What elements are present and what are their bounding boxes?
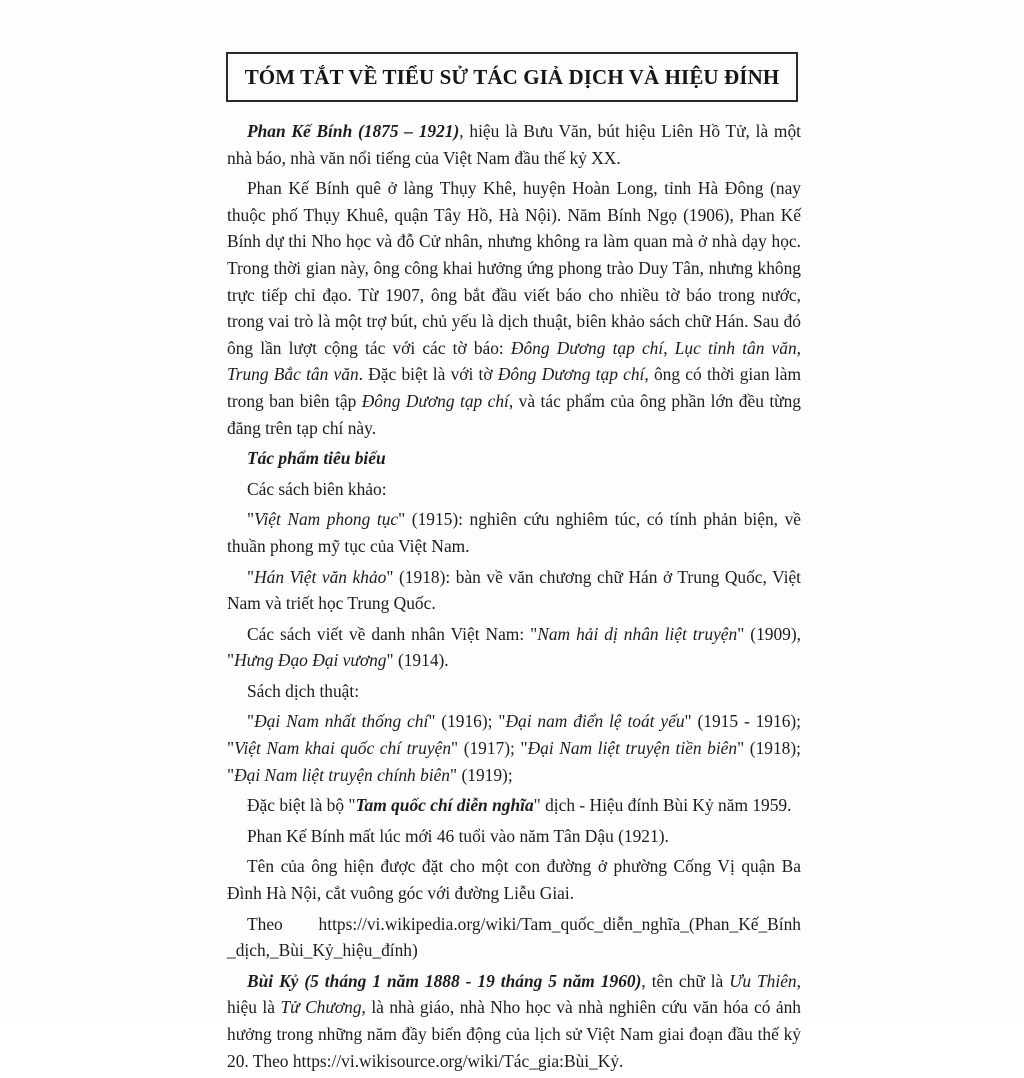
bold-heading: Bùi Kỷ (5 tháng 1 năm 1888 - 19 tháng 5 năm 1960) xyxy=(247,970,642,991)
paragraph xyxy=(227,621,801,674)
text-run: " dịch - Hiệu đính Bùi Kỷ năm 1959. xyxy=(533,795,792,816)
paragraph xyxy=(227,118,801,171)
italic-title: Trung Bắc tân văn xyxy=(227,364,359,385)
italic-title: Việt Nam khai quốc chí truyện xyxy=(234,738,452,759)
paragraph xyxy=(227,445,801,472)
paragraph xyxy=(227,506,801,559)
text-run: " (1914). xyxy=(386,650,449,671)
body-text xyxy=(227,118,801,1078)
italic-title: Lục tỉnh tân văn xyxy=(674,337,797,358)
text-run: , và tác phẩm của ông phần lớn đều từng đăng trên tạp chí này. xyxy=(227,390,801,438)
paragraph xyxy=(227,564,801,617)
italic-title: Đông Dương tạp chí xyxy=(361,390,509,411)
paragraph xyxy=(227,968,801,1074)
text-run: Phan Kế Bính mất lúc mới 46 tuổi vào năm Tân Dậu (1921). xyxy=(247,825,669,846)
text-run: Các sách biên khảo: xyxy=(247,478,387,499)
text-run: , hiệu là xyxy=(227,970,801,1018)
text-run: " (1909), " xyxy=(227,623,801,671)
text-run: " xyxy=(247,566,255,587)
page-title: TÓM TẮT VỀ TIỂU SỬ TÁC GIẢ DỊCH VÀ HIỆU ĐÍNH xyxy=(244,64,780,89)
text-run: , tên chữ là xyxy=(641,970,730,991)
italic-title: Việt Nam phong tục xyxy=(254,509,399,530)
paragraph xyxy=(227,911,801,964)
italic-title: Đại nam điển lệ toát yếu xyxy=(505,711,685,732)
text-run: " xyxy=(247,509,255,530)
italic-title: Hưng Đạo Đại vương xyxy=(234,650,387,671)
text-run: , ông có thời gian làm trong ban biên tập xyxy=(227,364,801,411)
text-run: Các sách viết về danh nhân Việt Nam: " xyxy=(247,623,538,644)
italic-title: Đông Dương tạp chí xyxy=(497,364,645,385)
text-run: Phan Kế Bính quê ở làng Thụy Khê, huyện Hoàn Long, tỉnh Hà Đông (nay thuộc phố Thụy Khuê, quận Tây Hồ, Hà Nội). Năm Bính Ngọ (1906), Phan Kế Bính dự thi Nho học và đỗ Cử nhân, nhưng không ra làm quan mà ở nhà dạy học. Trong thời gian này, ông công khai hưởng ứng phong trào Duy Tân, nhưng không trực tiếp chỉ đạo. Từ 1907, ông bắt đầu viết báo cho nhiều tờ báo trong nước, trong vai trò là một trợ bút, chủ yếu là dịch thuật, biên khảo sách chữ Hán. Sau đó ông lần lượt cộng tác với các tờ báo: xyxy=(227,178,801,358)
text-run: , hiệu là Bưu Văn, bút hiệu Liên Hồ Tử, là một nhà báo, nhà văn nổi tiếng của Việt Nam đầu thế kỷ XX. xyxy=(227,121,801,168)
text-run: " (1917); " xyxy=(451,738,528,759)
text-run: . Đặc biệt là với tờ xyxy=(358,364,498,385)
italic-title: Đại Nam nhất thống chí xyxy=(254,711,429,732)
bold-heading: Tam quốc chí diễn nghĩa xyxy=(355,795,534,816)
text-run: Tên của ông hiện được đặt cho một con đường ở phường Cống Vị quận Ba Đình Hà Nội, cắt vuông góc với đường Liễu Giai. xyxy=(227,856,801,904)
text-run: , là nhà giáo, nhà Nho học và nhà nghiên cứu văn hóa có ảnh hưởng trong những năm đầy biến động của lịch sử Việt Nam giai đoạn đầu thế kỷ 20. Theo https://vi.wikisource.org/wiki/Tác_gia:Bùi_Kỷ. xyxy=(227,997,801,1071)
paragraph xyxy=(227,708,801,788)
title-box xyxy=(226,52,798,102)
text-run: Theo https://vi.wikipedia.org/wiki/Tam_quốc_diễn_nghĩa_(Phan_Kế_Bính _dịch,_Bùi_Kỷ_hiệu_đính) xyxy=(227,913,801,961)
paragraph xyxy=(227,476,801,503)
text-run: " (1918): bàn về văn chương chữ Hán ở Trung Quốc, Việt Nam và triết học Trung Quốc. xyxy=(227,566,802,614)
italic-title: Đại Nam liệt truyện chính biên xyxy=(234,764,451,785)
paragraph xyxy=(227,853,801,906)
italic-title: Ưu Thiên xyxy=(729,970,797,991)
italic-title: Đại Nam liệt truyện tiền biên xyxy=(527,738,738,759)
bold-heading: Tác phẩm tiêu biểu xyxy=(247,448,386,469)
text-run: Đặc biệt là bộ " xyxy=(247,795,356,816)
text-run: Sách dịch thuật: xyxy=(247,680,360,701)
italic-title: Hán Việt văn khảo xyxy=(254,566,387,587)
paragraph xyxy=(227,823,801,850)
text-run: " (1916); " xyxy=(428,711,506,732)
bold-heading: Phan Kế Bính (1875 – 1921) xyxy=(247,121,460,141)
italic-title: Nam hải dị nhân liệt truyện xyxy=(537,623,738,644)
paragraph xyxy=(227,678,801,705)
text-run: " xyxy=(247,711,255,732)
text-run: , xyxy=(663,337,675,358)
text-run: " (1918); " xyxy=(227,738,801,785)
paragraph xyxy=(227,792,801,819)
text-run: " (1919); xyxy=(450,764,513,785)
italic-title: Đông Dương tạp chí xyxy=(510,337,664,358)
paragraph xyxy=(227,175,801,441)
italic-title: Tử Chương xyxy=(280,997,362,1018)
text-run: " (1915): nghiên cứu nghiêm túc, có tính phản biện, về thuần phong mỹ tục của Việt Nam. xyxy=(227,509,801,556)
text-run: " (1915 - 1916); " xyxy=(227,711,802,759)
text-run: , xyxy=(796,337,802,358)
